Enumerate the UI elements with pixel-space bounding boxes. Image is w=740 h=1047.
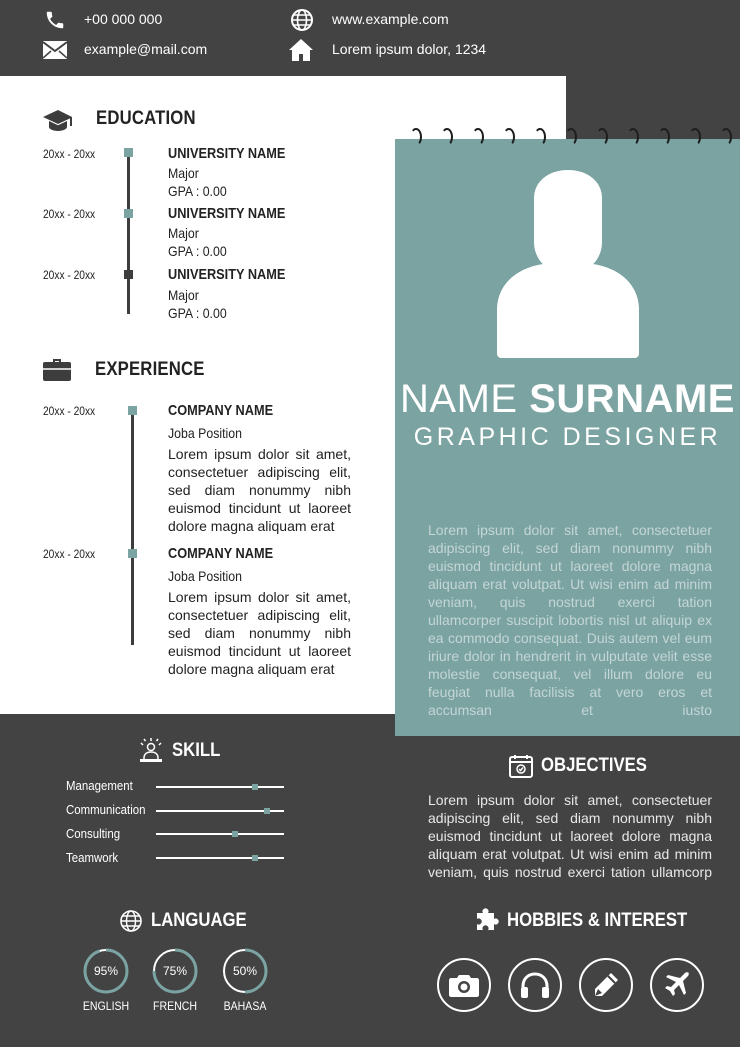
experience-title: EXPERIENCE — [95, 359, 205, 380]
website-text[interactable]: www.example.com — [332, 11, 449, 27]
first-name: NAME — [400, 377, 518, 421]
language-item — [83, 948, 129, 1018]
language-percent: 50% — [232, 964, 258, 978]
avatar-icon — [497, 170, 639, 358]
experience-date: 20xx - 20xx — [43, 404, 96, 418]
skill-label: Management — [66, 778, 133, 793]
airplane-icon — [662, 970, 692, 1000]
job-description: Lorem ipsum dolor sit amet, consectetuer adipiscing elit, sed diam nonummy nibh euismod tincidunt ut laoreet dolore magna aliquam erat — [168, 446, 351, 534]
skill-level-marker — [252, 784, 258, 790]
language-name: ENGLISH — [82, 999, 130, 1013]
company-name: COMPANY NAME — [168, 402, 274, 419]
language-name: FRENCH — [153, 999, 197, 1013]
address-text: Lorem ipsum dolor, 1234 — [332, 41, 487, 57]
calendar-icon — [509, 754, 533, 778]
education-title: EDUCATION — [96, 108, 196, 129]
experience-date: 20xx - 20xx — [43, 547, 96, 561]
skill-icon — [138, 737, 164, 763]
job-position: Joba Position — [168, 425, 242, 441]
education-timeline — [127, 152, 130, 314]
profile-job-title: GRAPHIC DESIGNER — [413, 423, 722, 451]
university-gpa: GPA : 0.00 — [168, 183, 227, 199]
education-timeline-dot — [124, 270, 133, 279]
skill-label: Teamwork — [66, 850, 119, 865]
profile-name — [395, 377, 740, 422]
education-date: 20xx - 20xx — [43, 268, 96, 282]
education-timeline-dot — [124, 148, 133, 157]
headphones-icon — [520, 971, 550, 999]
language-percent: 95% — [93, 964, 119, 978]
objectives-text: Lorem ipsum dolor sit amet, consectetuer adipiscing elit, sed diam nonummy nibh euismod tincidunt ut laoreet dolore magna aliquam erat volutpat. Ut wisi enim ad minim veniam, quis nostrud exerci tation ullamcorp — [428, 792, 712, 880]
camera-icon — [449, 973, 479, 997]
university-gpa: GPA : 0.00 — [168, 305, 227, 321]
skill-level-marker — [232, 831, 238, 837]
hobby-travel — [650, 958, 704, 1012]
university-gpa: GPA : 0.00 — [168, 243, 227, 259]
skill-bar — [156, 810, 284, 812]
company-name: COMPANY NAME — [168, 545, 274, 562]
education-date: 20xx - 20xx — [43, 147, 96, 161]
skill-bar — [156, 857, 284, 859]
globe-icon — [119, 909, 143, 933]
hobby-photography — [437, 958, 491, 1012]
skill-level-marker — [252, 855, 258, 861]
university-name: UNIVERSITY NAME — [168, 266, 286, 283]
contact-bar — [0, 0, 740, 76]
phone-text: +00 000 000 — [84, 11, 163, 27]
skill-label: Communication — [66, 802, 146, 817]
graduation-cap-icon — [43, 108, 73, 132]
education-timeline-dot — [124, 209, 133, 218]
skill-bar — [156, 833, 284, 835]
mail-icon — [43, 41, 67, 59]
experience-timeline-dot — [128, 549, 137, 558]
university-name: UNIVERSITY NAME — [168, 205, 286, 222]
skill-bar — [156, 786, 284, 788]
hobby-drawing — [579, 958, 633, 1012]
last-name: SURNAME — [529, 377, 735, 421]
skill-label: Consulting — [66, 826, 121, 841]
university-major: Major — [168, 287, 199, 303]
job-position: Joba Position — [168, 568, 242, 584]
profile-summary: Lorem ipsum dolor sit amet, consectetuer adipiscing elit, sed diam nonummy nibh euismod tincidunt ut laoreet dolore magna aliquam erat volutpat. Ut wisi enim ad minim veniam, quis nostrud exerci tation ullamcorper suscipit lobortis nisl ut aliquip ex ea commodo consequat. Duis autem vel eum iriure dolor in hendrerit in vulputate velit esse molestie consequat, vel illum dolore eu feugiat nulla facilisis at vero eros et accumsan et iusto — [428, 522, 712, 718]
skill-level-marker — [264, 808, 270, 814]
language-name: BAHASA — [223, 999, 267, 1013]
phone-icon — [44, 9, 66, 31]
language-item — [152, 948, 198, 1018]
skill-list — [66, 778, 296, 868]
briefcase-icon — [43, 357, 71, 381]
hobbies-title: HOBBIES & INTEREST — [507, 910, 688, 931]
university-major: Major — [168, 225, 199, 241]
skill-title: SKILL — [172, 740, 221, 761]
university-name: UNIVERSITY NAME — [168, 145, 286, 162]
job-description: Lorem ipsum dolor sit amet, consectetuer adipiscing elit, sed diam nonummy nibh euismod tincidunt ut laoreet dolore magna aliquam erat — [168, 589, 351, 677]
pencil-icon — [592, 971, 620, 999]
spiral-binding — [410, 128, 730, 152]
experience-timeline-dot — [128, 406, 137, 415]
language-percent: 75% — [162, 964, 188, 978]
home-icon — [288, 38, 314, 62]
objectives-title: OBJECTIVES — [541, 755, 647, 776]
experience-timeline — [131, 410, 134, 645]
globe-icon — [290, 8, 314, 32]
language-item — [222, 948, 268, 1018]
hobby-music — [508, 958, 562, 1012]
puzzle-icon — [474, 907, 500, 933]
email-text[interactable]: example@mail.com — [84, 41, 208, 57]
education-date: 20xx - 20xx — [43, 207, 96, 221]
language-title: LANGUAGE — [151, 910, 247, 931]
university-major: Major — [168, 165, 199, 181]
